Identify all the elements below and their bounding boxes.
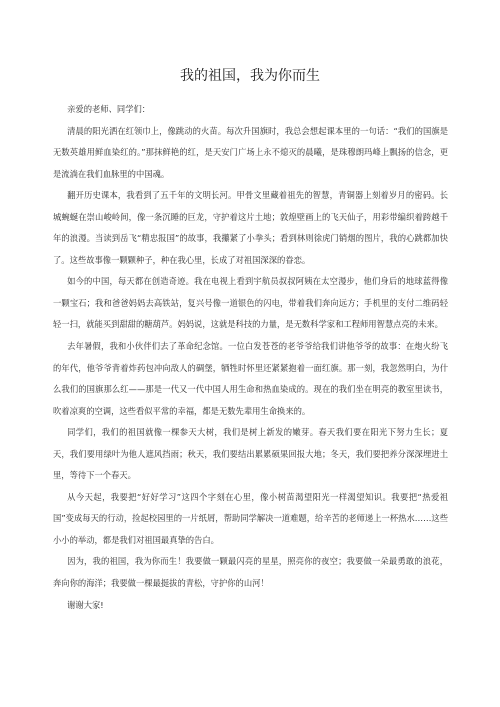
paragraph-flag: 清晨的阳光洒在红领巾上，像跳动的火苗。每次升国旗时，我总会想起课本里的一句话：“我们的国旗是无数英雄用鲜血染红的。”那抹鲜艳的红，是天安门广场上永不熄灭的晨曦，是珠穆朗玛峰上飘扬的信念，更是流淌在我们血脉里的中国魂。 [53, 125, 448, 179]
closing-thanks: 谢谢大家! [67, 599, 104, 610]
speech-body [53, 99, 448, 616]
paragraph-modern-china: 如今的中国，每天都在创造奇迹。我在电视上看到宇航员叔叔阿姨在太空漫步，他们身后的地球蓝得像一颗宝石；我和爸爸妈妈去高铁站，复兴号像一道银色的闪电，带着我们奔向远方；手机里的支付二维码轻轻一扫，就能买到甜甜的糖葫芦。妈妈说，这就是科技的力量，是无数科学家和工程师用智慧点亮的未来。 [53, 276, 448, 330]
paragraph-resolution: 从今天起，我要把“好好学习”这四个字刻在心里，像小树苗渴望阳光一样渴望知识。我要把“热爱祖国”变成每天的行动，捡起校园里的一片纸屑，帮助同学解决一道难题，给辛苦的老师递上一杯热水……这些小小的举动，都是我们对祖国最真挚的告白。 [53, 491, 448, 545]
paragraph-tree-metaphor: 同学们，我们的祖国就像一棵参天大树，我们是树上新发的嫩芽。春天我们要在阳光下努力生长；夏天，我们要用绿叶为他人遮风挡雨；秋天，我们要结出累累硕果回报大地；冬天，我们要把养分深深埋进土里，等待下一个春天。 [53, 427, 448, 481]
paragraph-history: 翻开历史课本，我看到了五千年的文明长河。甲骨文里藏着祖先的智慧，青铜器上刻着岁月的密码。长城蜿蜒在崇山峻岭间，像一条沉睡的巨龙，守护着这片土地；敦煌壁画上的飞天仙子，用彩带编织着跨越千年的浪漫。当读到岳飞“精忠报国”的故事，我攥紧了小拳头；看到林则徐虎门销烟的图片，我的心跳都加快了。这些故事像一颗颗种子，种在我心里，长成了对祖国深深的眷恋。 [53, 190, 448, 265]
paragraph-conclusion: 因为，我的祖国，我为你而生！我要做一颗最闪亮的星星，照亮你的夜空；我要做一朵最勇敢的浪花，奔向你的海洋；我要做一棵最挺拔的青松，守护你的山河！ [53, 556, 448, 589]
paragraph-memorial: 去年暑假，我和小伙伴们去了革命纪念馆。一位白发苍苍的老爷爷给我们讲他爷爷的故事：在炮火纷飞的年代，他爷爷背着炸药包冲向敌人的碉堡，牺牲时怀里还紧紧抱着一面红旗。那一刻，我忽然明白，为什么我们的国旗那么红——那是一代又一代中国人用生命和热血染成的。现在的我们坐在明亮的教室里读书，吹着凉爽的空调，这些看似平常的幸福，都是无数先辈用生命换来的。 [53, 341, 448, 416]
document-title: 我的祖国，我为你而生 [180, 68, 320, 84]
greeting-line: 亲爱的老师、同学们： [67, 104, 151, 114]
